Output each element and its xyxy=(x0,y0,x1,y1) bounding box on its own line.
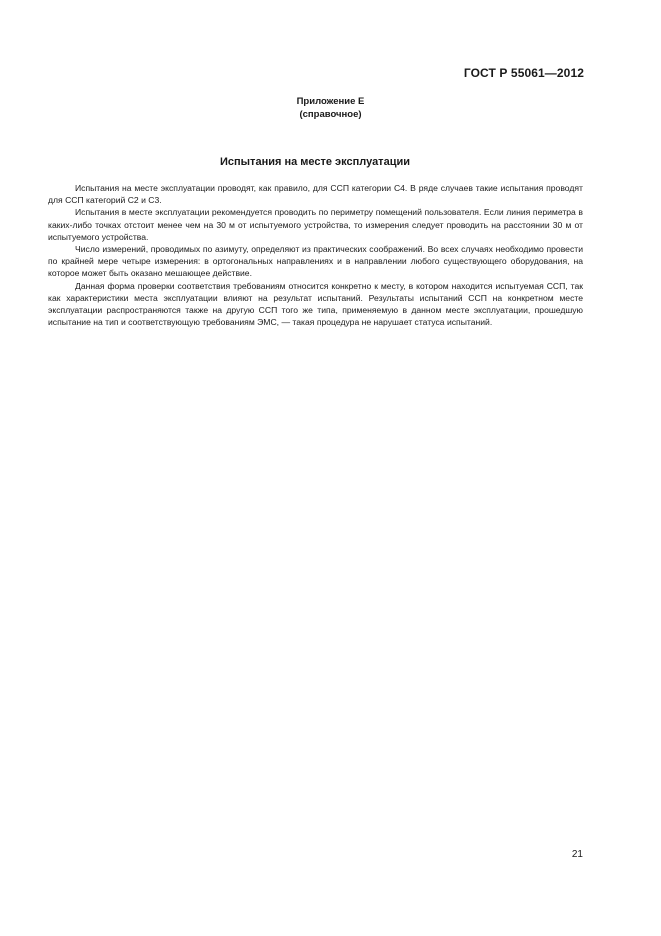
appendix-title: Приложение Е xyxy=(296,96,365,107)
page-number: 21 xyxy=(571,849,583,860)
body-text xyxy=(48,182,583,328)
paragraph: Число измерений, проводимых по азимуту, определяют из практических соображений. Во всех случаях необходимо провести по крайней мере четыре измерения: в ортогональных направлениях и в направлении любого существующего оборудования, на которое может быть оказано мешающее действие. xyxy=(48,244,583,279)
appendix-heading xyxy=(0,95,661,121)
paragraph: Испытания на месте эксплуатации проводят, как правило, для ССП категории С4. В ряде случаев такие испытания проводят для ССП категорий С2 и С3. xyxy=(48,183,583,206)
paragraph: Испытания в месте эксплуатации рекомендуется проводить по периметру помещений пользователя. Если линия периметра в каких-либо точках отстоит менее чем на 30 м от испытуемого устройства, то измерения следует проводить на расстоянии 30 м от испытуемого устройства. xyxy=(48,207,583,242)
standard-code: ГОСТ Р 55061—2012 xyxy=(463,66,584,80)
paragraph: Данная форма проверки соответствия требованиям относится конкретно к месту, в котором находится испытуемая ССП, так как характеристики места эксплуатации влияют на результат испытаний. Результаты испытаний ССП на конкретном месте эксплуатации распространяются также на другую ССП того же типа, применяемую в данном месте эксплуатации, прошедшую испытание на тип и соответствующую требованиям ЭМС, — такая процедура не нарушает статуса испытаний. xyxy=(48,280,583,328)
appendix-subtitle: (справочное) xyxy=(299,109,362,120)
section-title: Испытания на месте эксплуатации xyxy=(220,156,410,168)
